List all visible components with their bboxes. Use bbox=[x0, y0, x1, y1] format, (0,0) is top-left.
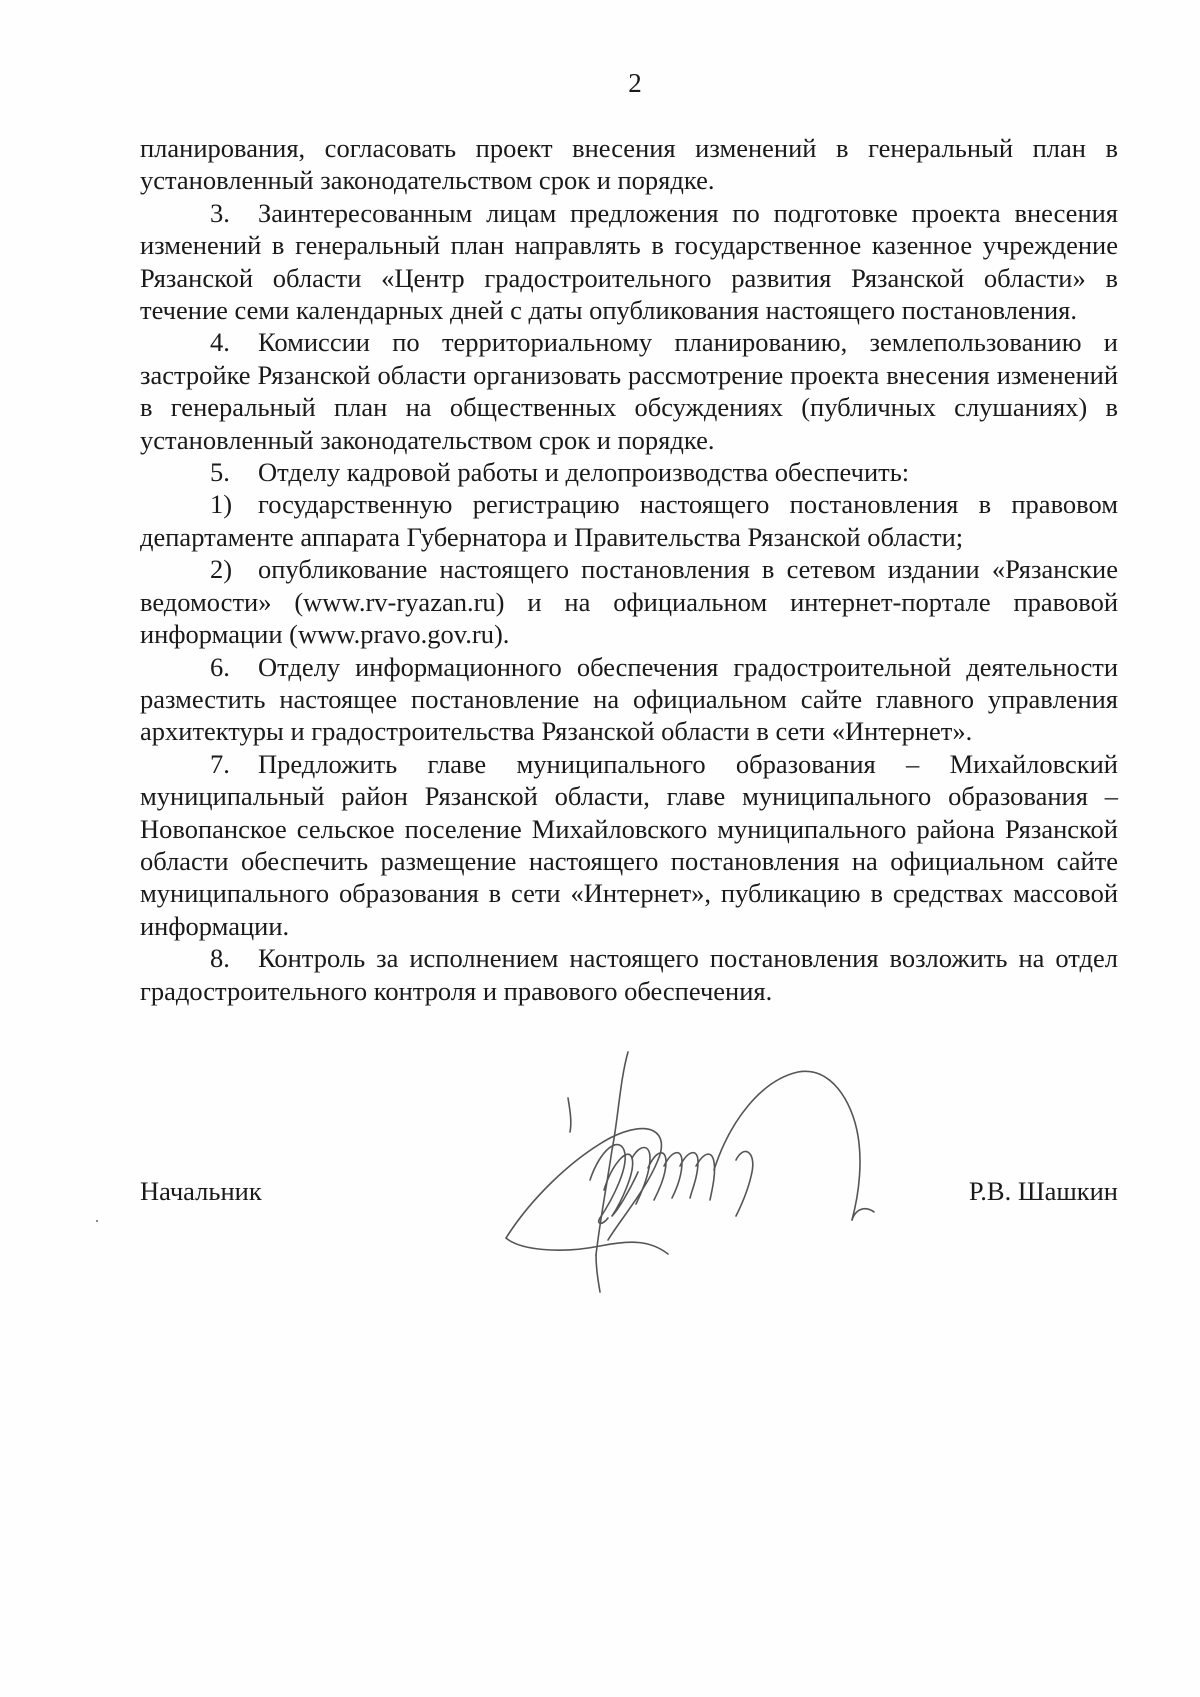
paragraph-item-3 bbox=[140, 197, 1118, 327]
paragraph-number: 8. bbox=[210, 943, 230, 974]
paragraph-number: 6. bbox=[210, 651, 230, 682]
paragraph-item-6 bbox=[140, 651, 1118, 748]
paragraph-text: планирования, согласовать проект внесения изменений в генеральный план в установленный законодательством срок и порядке. bbox=[140, 133, 1118, 196]
paragraph-number: 4. bbox=[210, 327, 230, 358]
page-number: 2 bbox=[628, 68, 642, 98]
paragraph-text: Предложить главе муниципального образования – Михайловский муниципальный район Рязанской области, главе муниципального образования – Новопанское сельское поселение Михайловского муниципального района Рязанской области обеспечить размещение настоящего постановления на официальном сайте муниципального образования в сети «Интернет», публикацию в средствах массовой информации. bbox=[140, 748, 1118, 941]
paragraph-item-7 bbox=[140, 748, 1118, 942]
paragraph-number: 1) bbox=[210, 489, 233, 520]
paragraph-subitem-1 bbox=[140, 488, 1118, 553]
paragraph-text: Заинтересованным лицам предложения по подготовке проекта внесения изменений в генеральный план направлять в государственное казенное учреждение Рязанской области «Центр градостроительного развития Рязанской области» в течение семи календарных дней с даты опубликования настоящего постановления. bbox=[140, 197, 1118, 326]
paragraph-continuation bbox=[140, 132, 1118, 197]
paragraph-item-8 bbox=[140, 942, 1118, 1007]
paragraph-number: 5. bbox=[210, 457, 230, 488]
document-body bbox=[140, 132, 1118, 1007]
scan-artifact bbox=[96, 1220, 98, 1222]
paragraph-text: Отделу кадровой работы и делопроизводства обеспечить: bbox=[258, 457, 910, 488]
paragraph-text: Отделу информационного обеспечения градостроительной деятельности разместить настоящее постановление на официальном сайте главного управления архитектуры и градостроительства Рязанской области в сети «Интернет». bbox=[140, 651, 1118, 747]
paragraph-text: государственную регистрацию настоящего постановления в правовом департаменте аппарата Губернатора и Правительства Рязанской области; bbox=[140, 489, 1118, 552]
paragraph-number: 7. bbox=[210, 748, 230, 779]
paragraph-item-4 bbox=[140, 326, 1118, 456]
paragraph-number: 3. bbox=[210, 197, 230, 228]
paragraph-subitem-2 bbox=[140, 553, 1118, 650]
paragraph-item-5 bbox=[140, 456, 1118, 488]
handwritten-signature bbox=[500, 1040, 890, 1310]
paragraph-text: Комиссии по территориальному планированию, землепользованию и застройке Рязанской области организовать рассмотрение проекта внесения изменений в генеральный план на общественных обсуждениях (публичных слушаниях) в установленный законодательством срок и порядке. bbox=[140, 327, 1118, 455]
paragraph-text: Контроль за исполнением настоящего постановления возложить на отдел градостроительного контроля и правового обеспечения. bbox=[140, 943, 1118, 1006]
signer-name: Р.В. Шашкин bbox=[968, 1176, 1118, 1206]
paragraph-text: опубликование настоящего постановления в сетевом издании «Рязанские ведомости» (www.rv-ryazan.ru) и на официальном интернет-портале правовой информации (www.pravo.gov.ru). bbox=[140, 554, 1118, 650]
signer-position: Начальник bbox=[140, 1176, 262, 1206]
paragraph-number: 2) bbox=[210, 554, 233, 585]
